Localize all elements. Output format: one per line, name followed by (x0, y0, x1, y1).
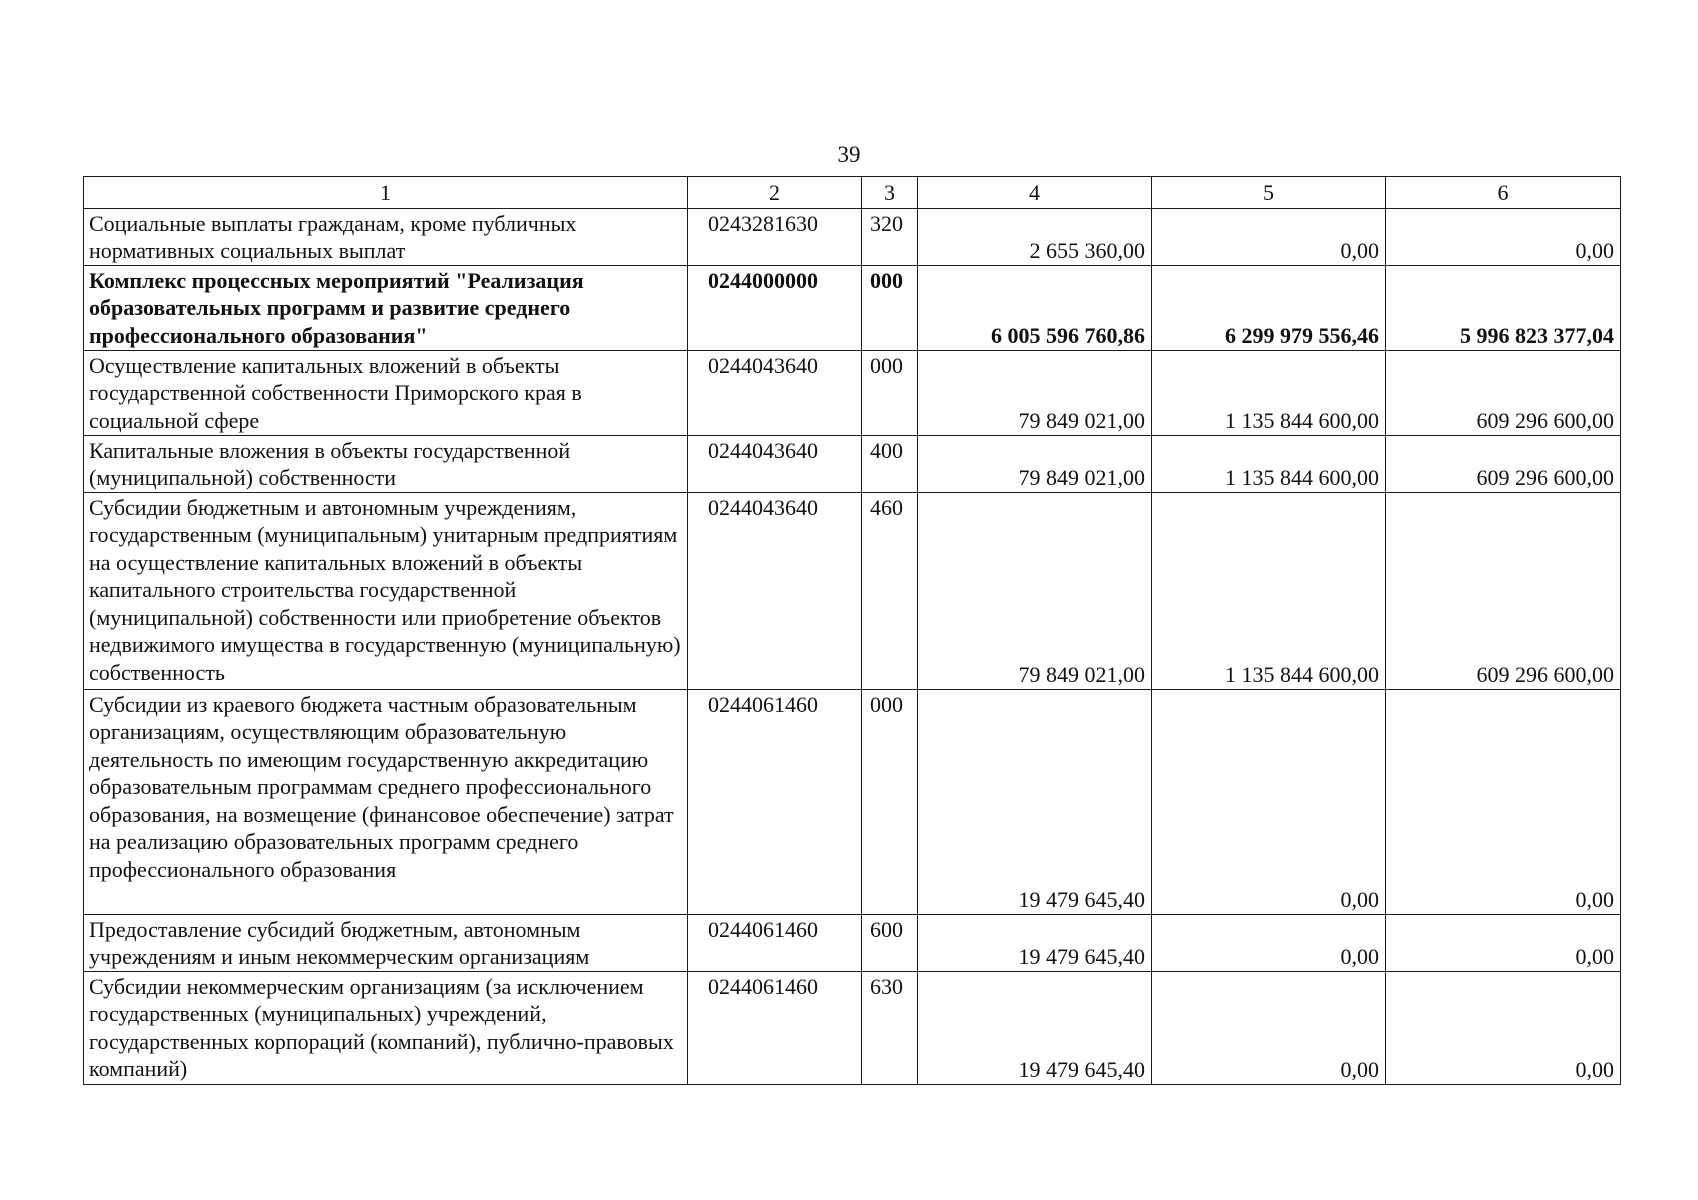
column-header: 2 (688, 177, 862, 209)
row-amount-col5: 1 135 844 600,00 (1152, 492, 1386, 689)
row-expense-type-cell: 600 (862, 914, 918, 971)
row-amount-col6: 0,00 (1386, 971, 1621, 1084)
row-amount-col6: 0,00 (1386, 689, 1621, 914)
row-amount-col5: 0,00 (1152, 971, 1386, 1084)
row-amount-col5: 0,00 (1152, 689, 1386, 914)
row-expense-type-cell: 000 (862, 350, 918, 435)
row-expense-type-cell: 400 (862, 435, 918, 492)
row-code-cell: 0244000000 (688, 265, 862, 350)
row-amount-col5: 0,00 (1152, 208, 1386, 265)
row-name-cell: Субсидии бюджетным и автономным учреждениям, государственным (муниципальным) унитарным предприятиям на осуществление капитальных вложений в объекты капитального строительства государственной (муниципальной) собственности или приобретение объектов недвижимого имущества в государственную (муниципальную) собственность (84, 492, 688, 689)
row-name-cell: Предоставление субсидий бюджетным, автономным учреждениям и иным некоммерческим организациям (84, 914, 688, 971)
row-amount-col6: 609 296 600,00 (1386, 492, 1621, 689)
column-header: 6 (1386, 177, 1621, 209)
row-amount-col4: 79 849 021,00 (918, 492, 1152, 689)
row-amount-col4: 19 479 645,40 (918, 914, 1152, 971)
row-expense-type-cell: 320 (862, 208, 918, 265)
row-amount-col4: 6 005 596 760,86 (918, 265, 1152, 350)
row-name-cell: Социальные выплаты гражданам, кроме публичных нормативных социальных выплат (84, 208, 688, 265)
row-amount-col5: 6 299 979 556,46 (1152, 265, 1386, 350)
row-expense-type-cell: 000 (862, 265, 918, 350)
table-row (84, 492, 1621, 689)
table-row (84, 689, 1621, 914)
row-name-cell: Осуществление капитальных вложений в объекты государственной собственности Приморского края в социальной сфере (84, 350, 688, 435)
row-amount-col6: 0,00 (1386, 914, 1621, 971)
row-expense-type-cell: 460 (862, 492, 918, 689)
row-name-cell: Комплекс процессных мероприятий "Реализация образовательных программ и развитие среднего профессионального образования" (84, 265, 688, 350)
column-header: 1 (84, 177, 688, 209)
budget-table (83, 176, 1621, 1085)
table-row (84, 265, 1621, 350)
table-row (84, 971, 1621, 1084)
row-code-cell: 0244043640 (688, 350, 862, 435)
row-amount-col6: 0,00 (1386, 208, 1621, 265)
page-number: 39 (837, 142, 861, 167)
row-expense-type-cell: 000 (862, 689, 918, 914)
row-amount-col5: 1 135 844 600,00 (1152, 435, 1386, 492)
table-row (84, 914, 1621, 971)
row-amount-col4: 19 479 645,40 (918, 689, 1152, 914)
row-amount-col4: 79 849 021,00 (918, 350, 1152, 435)
row-amount-col6: 609 296 600,00 (1386, 435, 1621, 492)
row-code-cell: 0244061460 (688, 971, 862, 1084)
row-amount-col6: 609 296 600,00 (1386, 350, 1621, 435)
row-amount-col6: 5 996 823 377,04 (1386, 265, 1621, 350)
row-amount-col4: 19 479 645,40 (918, 971, 1152, 1084)
row-name-cell: Субсидии некоммерческим организациям (за исключением государственных (муниципальных) учреждений, государственных корпораций (компаний), публично-правовых компаний) (84, 971, 688, 1084)
table-row (84, 350, 1621, 435)
table-header-row (84, 177, 1621, 209)
row-amount-col5: 0,00 (1152, 914, 1386, 971)
column-header: 3 (862, 177, 918, 209)
table-row (84, 435, 1621, 492)
row-code-cell: 0243281630 (688, 208, 862, 265)
row-code-cell: 0244061460 (688, 914, 862, 971)
row-amount-col4: 2 655 360,00 (918, 208, 1152, 265)
row-code-cell: 0244061460 (688, 689, 862, 914)
row-expense-type-cell: 630 (862, 971, 918, 1084)
column-header: 5 (1152, 177, 1386, 209)
row-code-cell: 0244043640 (688, 492, 862, 689)
table-row (84, 208, 1621, 265)
column-header: 4 (918, 177, 1152, 209)
row-code-cell: 0244043640 (688, 435, 862, 492)
row-amount-col4: 79 849 021,00 (918, 435, 1152, 492)
row-name-cell: Капитальные вложения в объекты государственной (муниципальной) собственности (84, 435, 688, 492)
row-amount-col5: 1 135 844 600,00 (1152, 350, 1386, 435)
row-name-cell: Субсидии из краевого бюджета частным образовательным организациям, осуществляющим образовательную деятельность по имеющим государственную аккредитацию образовательным программам среднего профессионального образования, на возмещение (финансовое обеспечение) затрат на реализацию образовательных программ среднего профессионального образования (84, 689, 688, 914)
